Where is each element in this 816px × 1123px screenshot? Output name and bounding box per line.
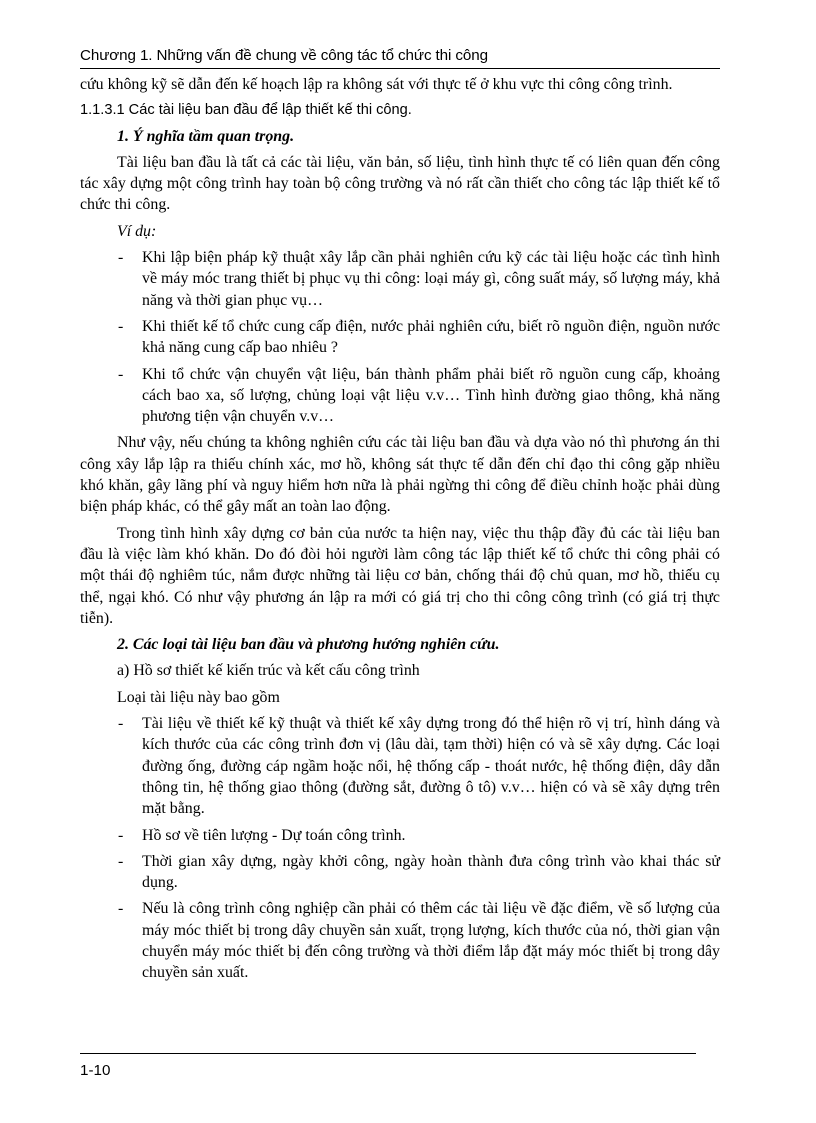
footer-divider: [80, 1053, 696, 1054]
list-item-text: Nếu là công trình công nghiệp cần phải có thêm các tài liệu về đặc điểm, về số lượng của máy móc thiết bị trong dây chuyền sản xuất, trọng lượng, kích thước của nó, thời gian vận chuyển máy móc thiết bị đến công trường và thời điểm lắp đặt máy móc thiết bị trong dây chuyền sản xuất.: [142, 900, 720, 982]
list-item-text: Hồ sơ về tiên lượng - Dự toán công trình.: [142, 826, 406, 844]
part1-title: 1. Ý nghĩa tầm quan trọng.: [117, 127, 295, 145]
list-item: [80, 316, 720, 359]
list-item: [80, 898, 720, 983]
part1-paragraph-2: Như vậy, nếu chúng ta không nghiên cứu các tài liệu ban đầu và dựa vào nó thì phương án thi công xây lắp lập ra thiếu chính xác, mơ hồ, không sát thực tế dẫn đến chỉ đạo thi công gặp nhiều khó khăn, gây lãng phí và nguy hiểm hơn nữa là phải ngừng thi công để điều chỉnh hoặc phải dùng biện pháp khác, có thể gây mất an toàn lao động.: [80, 434, 720, 516]
bullet-dash: -: [118, 852, 124, 870]
list-item: [80, 247, 720, 311]
part2-sub-a: a) Hồ sơ thiết kế kiến trúc và kết cấu công trình: [117, 662, 420, 680]
includes-label: Loại tài liệu này bao gồm: [117, 688, 280, 706]
bullet-dash: -: [118, 715, 124, 733]
example-label: Ví dụ:: [117, 222, 157, 240]
bullet-dash: -: [118, 249, 124, 267]
list-item-text: Thời gian xây dựng, ngày khởi công, ngày hoàn thành đưa công trình vào khai thác sử dụng.: [142, 852, 720, 892]
intro-paragraph: cứu không kỹ sẽ dẫn đến kế hoạch lập ra không sát với thực tế ở khu vực thi công công trình.: [80, 76, 673, 93]
part1-paragraph-3: Trong tình hình xây dựng cơ bản của nước ta hiện nay, việc thu thập đầy đủ các tài liệu ban đầu là việc làm khó khăn. Do đó đòi hỏi người làm công tác lập thiết kế tổ chức thi công phải có một thái độ nghiêm túc, nắm được những tài liệu cơ bản, chống thái độ chủ quan, mơ hồ, thiếu cụ thể, ngại khó. Có như vậy phương án lập ra mới có giá trị cho thi công công trình (có giá trị thực tiễn).: [80, 524, 720, 627]
part1-bullet-list: [80, 247, 720, 427]
list-item: [80, 825, 720, 846]
list-item-text: Khi lập biện pháp kỹ thuật xây lắp cần phải nghiên cứu kỹ các tài liệu hoặc các tình hình về máy móc trang thiết bị phục vụ thi công: loại máy gì, công suất máy, số lượng máy, khả năng và thời gian phục vụ…: [142, 249, 720, 309]
bullet-dash: -: [118, 900, 124, 918]
part2-title: 2. Các loại tài liệu ban đầu và phương hướng nghiên cứu.: [117, 636, 500, 654]
list-item-text: Khi thiết kế tổ chức cung cấp điện, nước phải nghiên cứu, biết rõ nguồn điện, nguồn nước khả năng cung cấp bao nhiêu ?: [142, 317, 720, 357]
list-item-text: Tài liệu về thiết kế kỹ thuật và thiết kế xây dựng trong đó thể hiện rõ vị trí, hình dáng và kích thước của các công trình đơn vị (lâu dài, tạm thời) hiện có và sẽ xây dựng. Các loại đường ống, đường cáp ngầm hoặc nổi, hệ thống cấp - thoát nước, hệ thống điện, dây dẫn thông tin, hệ thống giao thông (đường sắt, đường ô tô) v.v… hiện có và sẽ xây dựng trên mặt bằng.: [142, 715, 720, 818]
bullet-dash: -: [118, 317, 124, 335]
part1-paragraph: Tài liệu ban đầu là tất cả các tài liệu, văn bản, số liệu, tình hình thực tế có liên quan đến công tác xây dựng một công trình hay toàn bộ công trường và nó rất cần thiết cho công tác lập thiết kế tổ chức thi công.: [80, 153, 720, 214]
list-item: [80, 364, 720, 428]
bullet-dash: -: [118, 826, 124, 844]
section-heading: 1.1.3.1 Các tài liệu ban đầu để lập thiết kế thi công.: [80, 102, 412, 119]
part2-bullet-list: [80, 713, 720, 984]
page-content: [80, 74, 720, 989]
list-item-text: Khi tổ chức vận chuyển vật liệu, bán thành phẩm phải biết rõ nguồn cung cấp, khoảng cách bao xa, số lượng, chủng loại vật liệu v.v… Tình hình đường giao thông, khả năng phương tiện vận chuyển v.v…: [142, 365, 720, 426]
list-item: [80, 851, 720, 894]
chapter-header: Chương 1. Những vấn đề chung về công tác tổ chức thi công: [80, 46, 720, 69]
page-number: 1-10: [80, 1062, 111, 1079]
bullet-dash: -: [118, 365, 124, 383]
list-item: [80, 713, 720, 819]
